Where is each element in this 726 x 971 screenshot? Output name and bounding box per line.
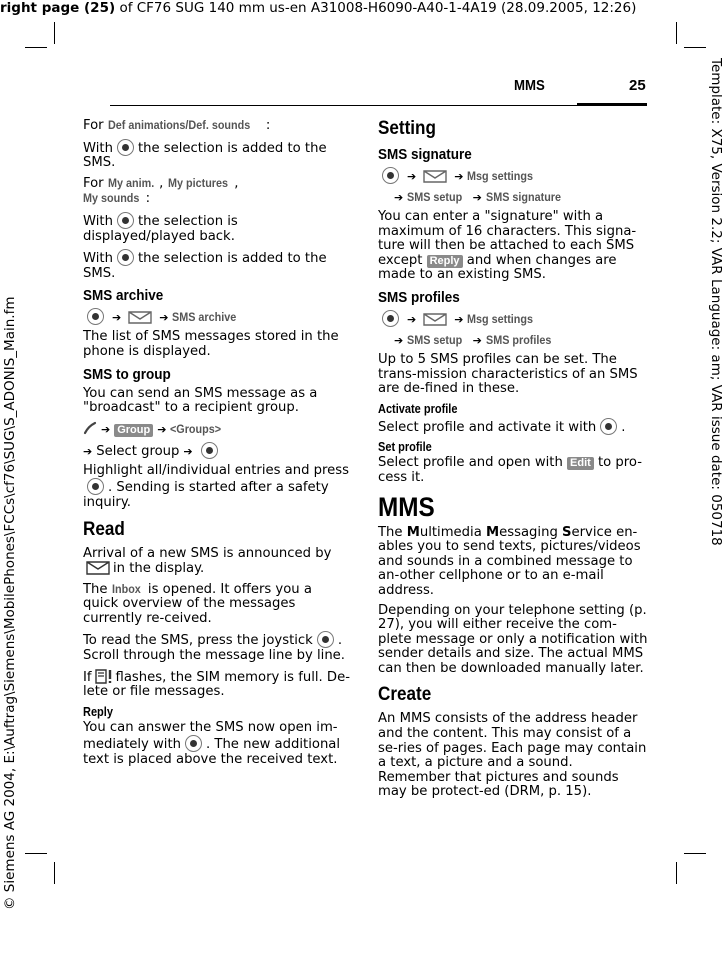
arrow-icon: ➔ bbox=[454, 170, 464, 183]
crop-mark bbox=[676, 22, 677, 44]
section-heading: MMS bbox=[378, 491, 435, 522]
crop-mark bbox=[684, 47, 706, 48]
arrow-icon: ➔ bbox=[407, 170, 417, 183]
menu-key: Inbox bbox=[111, 581, 141, 596]
reply-softkey: Reply bbox=[427, 255, 463, 268]
joystick-icon bbox=[117, 249, 134, 266]
arrow-icon: ➔ bbox=[472, 333, 482, 347]
joystick-icon bbox=[117, 139, 134, 156]
menu-key: My pictures bbox=[167, 175, 228, 190]
right-margin-text: Template: X75, Version 2.2; VAR Language: am; VAR issue date: 050718 bbox=[708, 58, 724, 546]
page-number: 25 bbox=[629, 77, 646, 94]
paragraph: You can send an SMS message as a "broadcast" to a recipient group. bbox=[83, 385, 318, 416]
paragraph: The Multimedia Messaging Service en-ables you to send texts, pictures/videos and sounds in a combined message to an-other cellphone or to an e-mail address. bbox=[378, 524, 641, 598]
menu-key: Msg settings bbox=[467, 169, 534, 183]
joystick-icon bbox=[87, 308, 104, 325]
arrow-icon: ➔ bbox=[83, 444, 93, 458]
edit-softkey: Edit bbox=[567, 457, 594, 470]
paragraph: For My anim. , My pictures , My sounds : bbox=[83, 175, 239, 207]
section-heading: Setting bbox=[378, 118, 436, 139]
menu-key: SMS setup bbox=[407, 190, 463, 204]
joystick-icon bbox=[382, 167, 399, 184]
arrow-icon: ➔ bbox=[394, 191, 404, 204]
menu-key: My anim. bbox=[107, 175, 155, 190]
envelope-icon bbox=[86, 561, 110, 575]
paragraph: The Inbox is opened. It offers you a quick overview of the messages currently re-ceived. bbox=[83, 581, 312, 626]
joystick-icon bbox=[117, 212, 134, 229]
paragraph: An MMS consists of the address header and the content. This may consist of a se-ries of pages. Each page may contain a text, a picture and a sound. Remember that pictures and sounds may be protect-ed (DRM, p. 15). bbox=[378, 711, 647, 800]
section-heading: Create bbox=[378, 684, 432, 706]
menu-key: SMS signature bbox=[485, 190, 561, 204]
right-column bbox=[378, 118, 648, 805]
menu-key: <Groups> bbox=[170, 421, 222, 436]
paragraph: If flashes, the SIM memory is full. De-lete or file messages. bbox=[83, 669, 350, 700]
paragraph: You can enter a "signature" with a maximum of 16 characters. This signa-ture will then be attached to each SMS except Reply and when changes are made to an existing SMS. bbox=[378, 209, 637, 283]
paragraph: Select profile and activate it with . bbox=[378, 419, 626, 435]
print-header-prefix: right page (25) bbox=[0, 0, 116, 16]
group-softkey: Group bbox=[114, 424, 153, 437]
joystick-icon bbox=[201, 442, 218, 459]
menu-path bbox=[378, 167, 648, 185]
subsection-heading: Set profile bbox=[378, 440, 432, 455]
menu-path bbox=[390, 189, 648, 206]
section-heading: Read bbox=[83, 518, 125, 540]
print-header-info: of CF76 SUG 140 mm us-en A31008-H6090-A40-1-4A19 (28.09.2005, 12:26) bbox=[119, 0, 637, 16]
envelope-icon bbox=[423, 312, 447, 326]
paragraph: Highlight all/individual entries and press. Sending is started after a safety inquiry. bbox=[83, 462, 350, 510]
joystick-icon bbox=[87, 478, 104, 495]
arrow-icon: ➔ bbox=[407, 312, 417, 326]
paragraph: For Def animations/Def. sounds : bbox=[83, 118, 271, 133]
envelope-icon bbox=[423, 169, 447, 183]
paragraph: With the selection is added to the SMS. bbox=[83, 140, 327, 171]
crop-mark bbox=[25, 853, 47, 854]
paragraph: With the selection is added to the SMS. bbox=[83, 251, 327, 281]
subsection-heading: Reply bbox=[83, 704, 113, 719]
paragraph: The list of SMS messages stored in the phone is displayed. bbox=[83, 329, 339, 359]
paragraph: Select profile and open with Edit to pro-cess it. bbox=[378, 455, 643, 485]
arrow-icon: ➔ bbox=[454, 312, 464, 326]
menu-path bbox=[390, 332, 648, 349]
joystick-icon bbox=[185, 735, 202, 752]
arrow-icon: ➔ bbox=[159, 311, 169, 325]
left-margin-text: © Siemens AG 2004, E:\Auftrag\Siemens\MobilePhones\FCCs\cf76\SUG\S_ADONIS_Main.fm bbox=[2, 296, 18, 910]
menu-key: SMS setup bbox=[407, 332, 463, 347]
menu-path bbox=[83, 308, 351, 326]
arrow-icon: ➔ bbox=[183, 444, 193, 458]
section-heading: SMS to group bbox=[83, 365, 171, 383]
menu-path bbox=[378, 310, 648, 328]
crop-mark bbox=[54, 862, 55, 884]
paragraph: Arrival of a new SMS is announced by in the display. bbox=[83, 545, 332, 577]
paragraph: To read the SMS, press the joystick . Scroll through the message line by line. bbox=[83, 633, 345, 664]
menu-path bbox=[83, 421, 351, 438]
crop-mark bbox=[684, 853, 706, 854]
section-heading: SMS profiles bbox=[378, 288, 460, 306]
paragraph: Up to 5 SMS profiles can be set. The trans-mission characteristics of an SMS are de-fined in these. bbox=[378, 351, 638, 397]
crop-mark bbox=[54, 22, 55, 44]
print-header bbox=[0, 0, 636, 17]
joystick-icon bbox=[600, 418, 617, 435]
menu-key: My sounds bbox=[83, 191, 140, 206]
crop-mark bbox=[676, 862, 677, 884]
paragraph: Depending on your telephone setting (p. 27), you will either receive the com-plete message or only a notification with sender details and size. The actual MMS can then be downloaded manually later. bbox=[378, 602, 648, 676]
sim-memory-icon bbox=[95, 669, 113, 684]
envelope-icon bbox=[128, 310, 152, 324]
page-title: MMS bbox=[514, 77, 545, 94]
arrow-icon: ➔ bbox=[472, 191, 482, 204]
section-heading: SMS archive bbox=[83, 287, 164, 305]
arrow-icon: ➔ bbox=[101, 422, 111, 436]
subsection-heading: Activate profile bbox=[378, 401, 458, 416]
arrow-icon: ➔ bbox=[112, 311, 122, 325]
menu-path: ➔ Select group ➔ bbox=[83, 442, 351, 460]
arrow-icon: ➔ bbox=[394, 333, 404, 347]
joystick-icon bbox=[317, 631, 334, 648]
menu-key: SMS profiles bbox=[485, 332, 552, 347]
menu-key: SMS archive bbox=[172, 310, 237, 325]
menu-key: Def animations/Def. sounds bbox=[107, 118, 251, 132]
header-rule bbox=[110, 105, 647, 106]
crop-mark bbox=[25, 47, 47, 48]
phone-icon bbox=[83, 421, 97, 435]
paragraph: With the selection is displayed/played back. bbox=[83, 213, 238, 244]
menu-key: Msg settings bbox=[467, 311, 534, 326]
arrow-icon: ➔ bbox=[157, 422, 167, 436]
paragraph: You can answer the SMS now open im-mediately with . The new additional text is placed above the received text. bbox=[83, 719, 341, 768]
section-heading: SMS signature bbox=[378, 146, 472, 163]
header-rule-thick bbox=[577, 103, 647, 106]
left-column bbox=[83, 118, 351, 773]
joystick-icon bbox=[382, 310, 399, 327]
